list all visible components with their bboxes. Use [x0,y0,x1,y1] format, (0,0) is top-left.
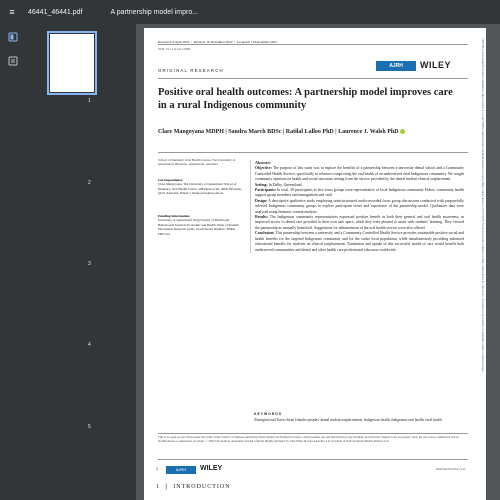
design-label: Design: [255,198,268,203]
design-text: A descriptive qualitative study employing semi-structured audio-recorded focus group discussions conducted with purposefully selected Indigenous community groups to explore participant views and experience of the partnership model. Qualitative data were analysed using thematic content analysis. [255,198,464,214]
section-heading: 1 | INTRODUCTION [156,484,231,490]
divider [158,78,468,79]
conclusion-label: Conclusion: [255,231,275,236]
document-title: A partnership model impro... [110,8,199,16]
page-number-label: 4 [88,342,91,348]
funding-label: Funding information [158,214,190,218]
pdf-page [144,460,486,500]
funding-text: University of Queensland (UQ) Faculty of Health and Behavioural Sciences Economic and Health Value of Student Placements Research Grant; Grant/Award Number: HSRG PBI1014 [158,218,239,236]
document-viewer[interactable] [136,24,500,500]
download-notice: 14401584, 0, Downloaded from https://onlinelibrary.wiley.com/doi/10.1111/ajr.12968 by National Health And Medical Research Council, Wiley Online Library on [23/01/2023]. See the Terms and Conditions on Wiley Online Library for rules of use; OA articles are governed by the applicable Creative Commons License [481,38,484,372]
journal-logo: AJRH [166,466,196,474]
funding-block [158,214,242,236]
menu-icon[interactable]: ≡ [9,7,15,17]
page-thumbnail[interactable] [50,34,94,92]
publisher-logo: WILEY [200,465,223,472]
divider [158,44,468,45]
article-title: Positive oral health outcomes: A partnership model improves care in a rural Indigenous community [158,87,453,111]
accepted-date: Accepted: 16 December 2022 [236,40,277,44]
page-number-label: 5 [88,424,91,430]
article-type: ORIGINAL RESEARCH [158,68,224,73]
running-head: MANGOYANA et al. [435,467,466,471]
publisher-logo: WILEY [420,60,451,70]
sidebar [0,24,26,500]
page-number-label: 3 [88,261,91,267]
page-number: 2 [156,466,158,471]
article-dates: Received: 6 April 2022 | Revised: 16 November 2022 | Accepted: 16 December 2022 [158,40,277,44]
revised-date: Revised: 16 November 2022 [193,40,233,44]
orcid-icon[interactable] [400,129,405,134]
results-label: Results: [255,215,269,220]
affiliation: School of Dentistry, Oral Health Centre, The University of Queensland, Brisbane, Queensland, Australia [158,158,236,167]
participants-text: In total, 38 participants in five focus groups were representative of local Indigenous community Elders, community health support group members and management and staff. [255,188,464,198]
pdf-page [144,28,486,476]
divider [158,152,468,153]
objective-text: The purpose of this study was to explore the benefits of a partnership between a university dental school and a Community Controlled Health Service, specifically in relation to improving the oral health of an underserved rural Indigenous community. We sought community opinions on health and social outcomes arising from the service provided by the dental student clinical outplacement. [255,166,464,182]
participants-label: Participants: [255,188,277,193]
keywords-heading: KEYWORDS [254,412,282,416]
section-number: 1 [156,484,160,490]
keywords-text: Aboriginal and Torres Strait Islander peoples, dental student outplacements, Indigenous health, Indigenous oral health, rural health [254,417,442,422]
page-number-label: 2 [88,180,91,186]
license-text: This is an open access article under the terms of the Creative Commons Attribution-NonCommercial-NoDerivs License, which permits use and distribution in any medium, provided the original work is properly cited, the use is non-commercial and no modifications or adaptations are made. © 2022 The Authors. Australian Journal of Rural Health published by John Wiley & Sons Australia, Ltd on behalf of National Rural Health Alliance Ltd. [158,435,460,443]
setting-label: Setting: [255,182,268,187]
results-text: The Indigenous community representatives expressed positive benefit in both their general and oral health awareness, in improved access to dental care provided in their own safe space, while they were pleased to assist with students' learning. They viewed the partnership as mutually beneficial. Suggestions for enhancement of the oral health service were also offered. [255,215,464,230]
keywords-block [254,412,464,423]
viewer-toolbar [0,0,500,24]
conclusion-text: This partnership between a university and a Community Controlled Health Service provides sustainable positive social and health benefits for the targeted Indigenous community and for the wider local population, while simultaneously providing enhanced educational benefits for students on clinical outplacement. Translation and uptake of this successful model of care would benefit both underserved communities and dental and other health care professional educators worldwide. [255,231,464,252]
journal-logo: AJRH [376,61,416,71]
section-title: INTRODUCTION [173,484,231,490]
received-date: Received: 6 April 2022 [158,40,190,44]
doi: DOI: 10.1111/ajr.12968 [158,47,191,51]
objective-label: Objective: [255,166,272,171]
correspondence-block [158,178,242,196]
page-number-label: 1 [88,98,91,104]
file-name: 46441_46441.pdf [28,8,83,16]
correspondence-text: Clare Mangoyana, The University of Queensland School of Dentistry, Oral Health Centre, 288 Herston Rd, 4006, Brisbane, QLD, Australia. Email: c.mangoyana@uq.edu.au [158,182,242,196]
thumbnail-panel [26,24,136,500]
divider [158,433,468,434]
abstract [250,160,464,253]
outline-icon[interactable] [8,56,18,66]
author-list: Clare Mangoyana MDPH | Sandra March BDSc | Ratilal Lalloo PhD | Laurence J. Walsh PhD [158,129,399,135]
abstract-heading: Abstract [255,160,271,165]
thumbnails-icon[interactable] [8,32,18,42]
setting-text: In Dalby, Queensland. [268,182,303,187]
correspondence-label: Correspondence [158,178,183,182]
authors [158,128,458,137]
